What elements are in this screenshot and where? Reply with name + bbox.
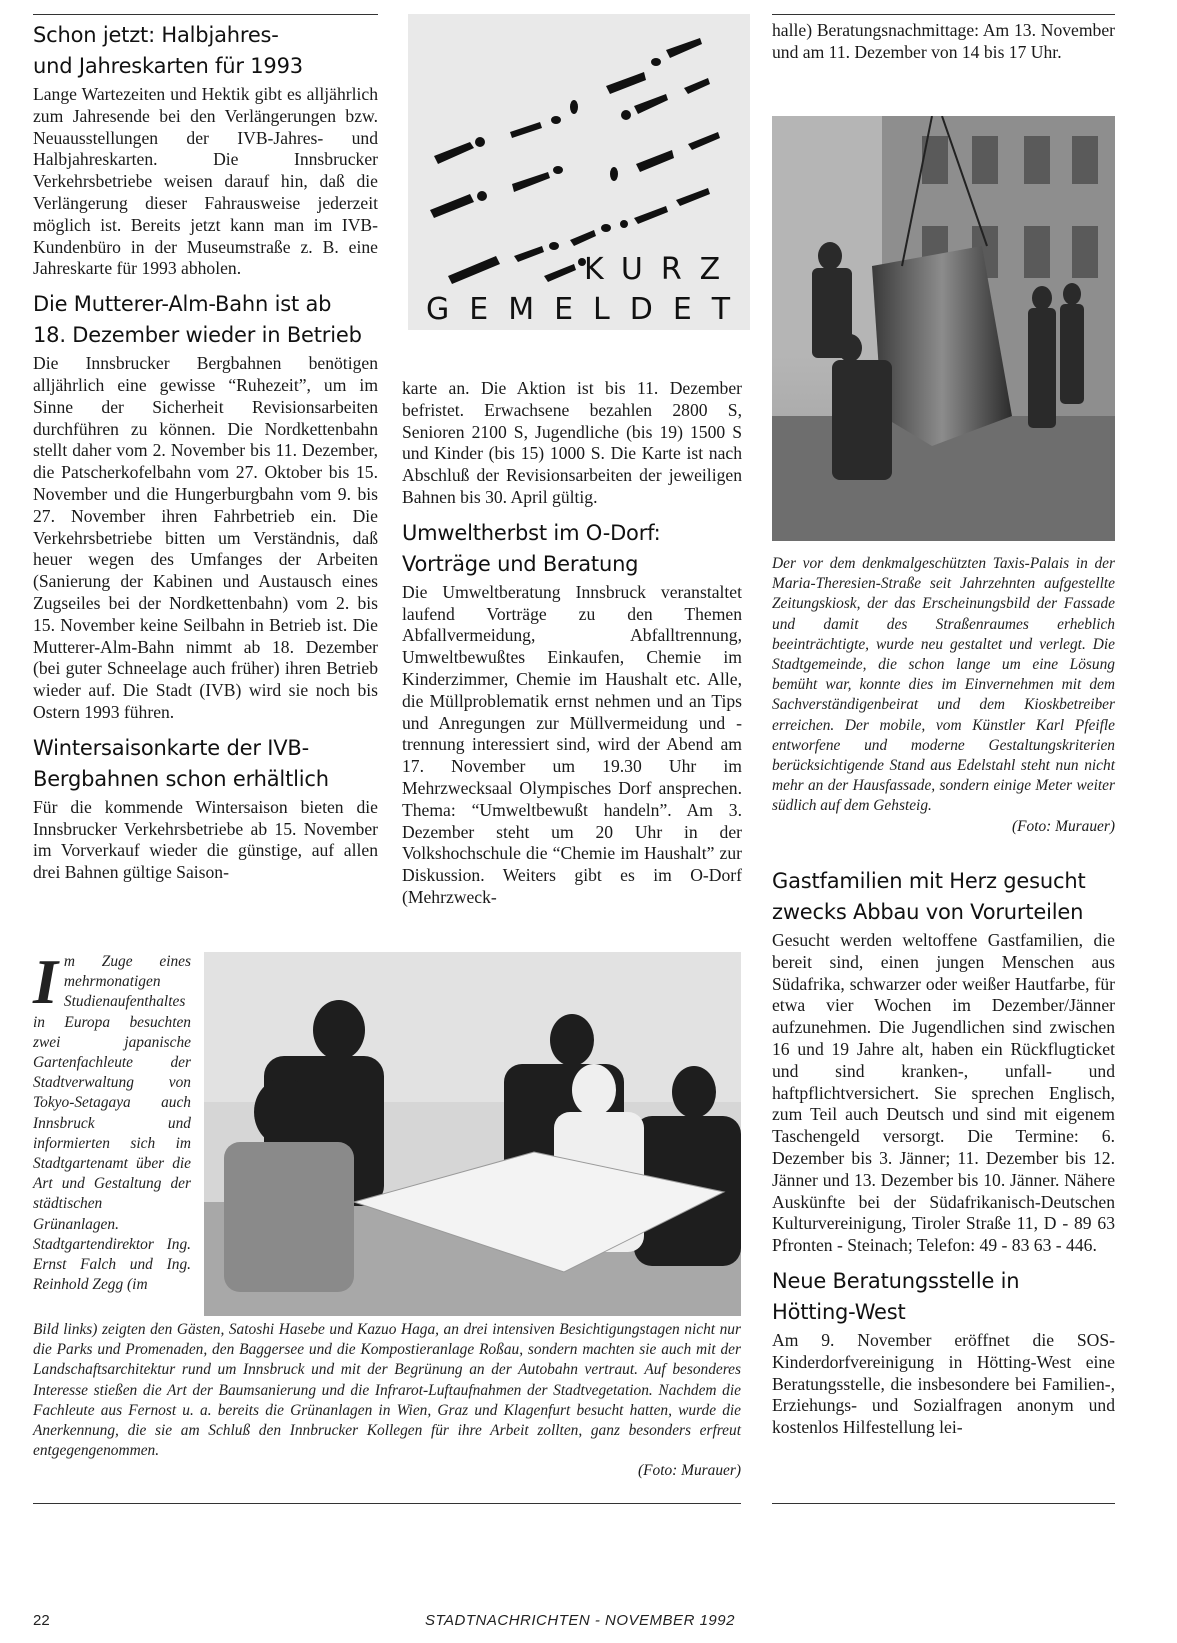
kiosk-photo — [772, 116, 1115, 541]
bottom-rule-right — [772, 1503, 1115, 1504]
gemeldet-word: GEMELDET — [426, 292, 751, 327]
column-right-bottom — [772, 866, 1115, 1439]
article-title: Schon jetzt: Halbjahres- und Jahreskarten für 1993 — [33, 23, 303, 78]
article-body: Die Innsbrucker Bergbahnen benötigen alljährlich eine gewisse “Ruhezeit”, um im Sinne der Sicherheit Revisionsarbeiten durchführen zu können. Die Nordkettenbahn stellt daher vom 2. November bis 11. Dezember, die Patscherkofelbahn vom 27. Oktober bis 15. November und die Hungerburgbahn vom 9. bis 27. November ihren Fahrbetrieb ein. Die Verkehrsbetriebe bitten um Verständnis, daß heuer wegen des Umfanges der Arbeiten (Sanierung der Kabinen und Austausch eines Zugseiles bei der Nordkettenbahn) vom 2. bis 15. November keine Seilbahn in Betrieb ist. Die Mutterer-Alm-Bahn nimmt ab 18. Dezember (bei guter Schneelage auch früher) ihren Betrieb wieder auf. Die Stadt (IVB) wird sie noch bis Ostern 1993 führen. — [33, 353, 378, 722]
kiosk-caption — [772, 554, 1115, 837]
top-rule-right — [772, 14, 1115, 15]
article-body: Gesucht werden weltoffene Gastfamilien, die bereit sind, einen jungen Menschen aus Südafrika, schwarzer oder weißer Hautfarbe, für etwa vier Wochen im Dezember/Jänner aufzunehmen. Die Jugendlichen sind zwischen 16 und 19 Jahre alt, haben ein Rückflugticket und sind kranken-, unfall- und haftpflichtversichert. Sie sprechen Englisch, zum Teil auch Deutsch und sind mit eigenem Taschengeld versorgt. Die Termine: 6. Dezember bis 3. Jänner; 11. Dezember bis 12. Jänner und 13. Dezember bis 10. Jänner. Nähere Auskünfte bei der Südafrikanisch-Deutschen Kulturvereinigung, Tiroler Straße 11, D - 89 63 Pfronten - Steinach; Telefon: 49 - 83 63 - 446. — [772, 930, 1115, 1256]
gardeners-caption-bottom — [33, 1320, 741, 1481]
article-body: Lange Wartezeiten und Hektik gibt es alljährlich zum Jahresende bei den Verlängerungen bzw. Neuausstellungen der IVB-Jahres- und Halbjahreskarten. Die Innsbrucker Verkehrsbetriebe weisen darauf hin, daß die Verlängerung dieser Fahrausweise jederzeit möglich ist. Bereits jetzt kann man im IVB-Kundenbüro in der Museumstraße z. B. eine Jahreskarte für 1993 abholen. — [33, 84, 378, 279]
photo-credit: (Foto: Murauer) — [1011, 817, 1115, 835]
article-jahreskarten — [33, 20, 378, 280]
column-right-top — [772, 20, 1115, 64]
gardeners-photo-illustration — [204, 952, 741, 1316]
article-title: Neue Beratungsstelle in Hötting-West — [772, 1268, 1020, 1324]
article-umweltherbst — [402, 518, 742, 909]
column-middle — [402, 378, 742, 909]
caption-text: Der vor dem denkmalgeschützten Taxis-Palais in der Maria-Theresien-Straße seit Jahrzehnten aufgestellte Zeitungskiosk, der das Erscheinungsbild der Fassade und damit des Straßenraumes erheblich beeinträchtigte, wurde neu gestaltet und verlegt. Die Stadtgemeinde, die schon lange um eine Lösung bemüht war, konnte dies im Einvernehmen mit dem Sachverständigenbeirat und dem Kioskbetreiber erreichen. Der mobile, vom Künstler Karl Pfeifle entworfene und moderne Gestaltungskriterien berücksichtigende Stand aus Edelstahl steht nun nicht mehr an der Hausfassade, sondern einige Meter weiter südlich auf dem Gehsteig. — [772, 555, 1115, 815]
article-body: Für die kommende Wintersaison bieten die Innsbrucker Verkehrsbetriebe ab 15. November im Vorverkauf wieder die günstige, auf allen drei Bahnen gültige Saison- — [33, 796, 378, 883]
bottom-rule-left — [33, 1503, 741, 1504]
article-beratungsstelle — [772, 1266, 1115, 1439]
photo-credit: (Foto: Murauer) — [637, 1462, 741, 1480]
kurz-gemeldet-graphic — [408, 14, 750, 330]
article-title: Umweltherbst im O-Dorf: Vorträge und Beratung — [402, 520, 661, 576]
article-title: Wintersaisonkarte der IVB- Bergbahnen schon erhältlich — [33, 735, 329, 791]
page-number: 22 — [33, 1612, 50, 1629]
article-saisonkarte — [33, 733, 378, 884]
caption-text: Bild links) zeigten den Gästen, Satoshi Hasebe und Kazuo Haga, an drei intensiven Besichtigungstagen nicht nur die Parks und Promenaden, den Baggersee und die Kompostieranlage Roßau, sondern machten sie auch mit der Landschaftsarchitektur rund um Innsbruck und mit der Begrünung an der Autobahn vertraut. Auf besonderes Interesse stießen die Art der Baumsanierung und die Infrarot-Luftaufnahmen der Stadtvegetation. Nachdem die Fachleute aus Fernost u. a. bereits die Grünanlagen in Wien, Graz und Klagenfurt besucht hatten, wurde die Anerkennung, die sie am Schluß den Innbrucker Kollegen für ihre Arbeit zollten, ganz besonders erfreut entgegengenommen. — [33, 1321, 741, 1460]
article-body: Am 9. November eröffnet die SOS-Kinderdorfvereinigung in Hötting-West eine Beratungsstelle, die insbesondere bei Familien-, Erziehungs- und Sozialfragen anonym und kostenlos Hilfestellung lei- — [772, 1329, 1115, 1438]
gardeners-photo — [204, 952, 741, 1316]
kiosk-photo-illustration — [772, 116, 1115, 541]
article-mutterer — [33, 289, 378, 724]
article-body-continued: karte an. Die Aktion ist bis 11. Dezember befristet. Erwachsene bezahlen 2800 S, Senioren 2100 S, Jugendliche (bis 19) 1500 S und Kinder (bis 15) 1000 S. Die Karte ist nach Abschluß der Revisionsarbeiten der jeweiligen Bahnen bis 30. April gültig. — [402, 378, 742, 507]
column-left — [33, 20, 378, 884]
publication-footer: STADTNACHRICHTEN - NOVEMBER 1992 — [425, 1612, 735, 1629]
kurz-word: KURZ — [584, 252, 739, 287]
gardeners-caption-side — [33, 946, 191, 1295]
article-body-continued: halle) Beratungsnachmittage: Am 13. November und am 11. Dezember von 14 bis 17 Uhr. — [772, 20, 1115, 62]
article-gastfamilien — [772, 866, 1115, 1257]
caption-text: m Zuge eines mehrmonatigen Studienaufenthaltes in Europa besuchten zwei japanische Gartenfachleute der Stadtverwaltung von Tokyo-Setagaya auch Innsbruck und informierten sich im Stadtgartenamt über die Art und Gestaltung der städtischen Grünanlagen. Stadtgartendirektor Ing. Ernst Falch und Ing. Reinhold Zegg (im — [33, 953, 191, 1294]
article-title: Die Mutterer-Alm-Bahn ist ab 18. Dezember wieder in Betrieb — [33, 292, 362, 348]
top-rule-left — [33, 14, 378, 15]
article-body: Die Umweltberatung Innsbruck veranstaltet laufend Vorträge zu den Themen Abfallvermeidung, Abfalltrennung, Umweltbewußtes Einkaufen, Chemie im Kinderzimmer, Chemie im Haushalt etc. Alle, die Müllproblematik ernst nehmen und an Tips und Anregungen zur Müllvermeidung und -trennung interessiert sind, wird der Abend am 17. November um 19.30 Uhr im Mehrzwecksaal Olympisches Dorf ansprechen. Thema: “Umweltbewußt handeln”. Am 3. Dezember steht um 20 Uhr in der Volkshochschule die “Chemie im Haushalt” zur Diskussion. Weiters gibt es im O-Dorf (Mehrzweck- — [402, 581, 742, 907]
drop-cap: I — [33, 946, 58, 1017]
article-title: Gastfamilien mit Herz gesucht zwecks Abbau von Vorurteilen — [772, 869, 1086, 924]
